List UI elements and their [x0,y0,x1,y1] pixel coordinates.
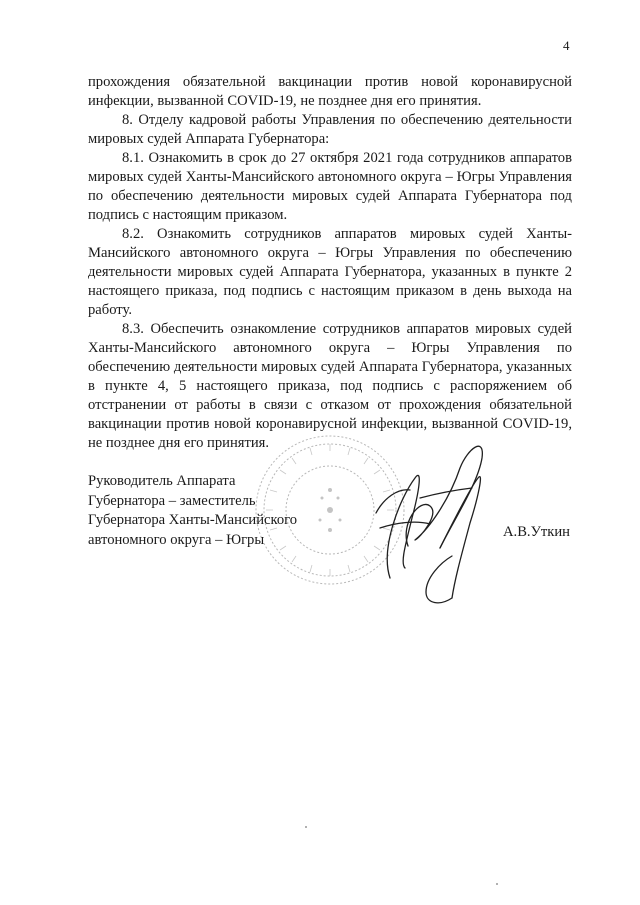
paragraph-item-8: 8. Отделу кадровой работы Управления по обеспечению деятельности мировых судей Аппарата Губернатора: [88,112,572,147]
paragraph-continuation: прохождения обязательной вакцинации против новой коронавирусной инфекции, вызванной COVID-19, не позднее дня его принятия. [88,74,572,109]
signer-position-line: автономного округа – Югры [88,531,265,548]
paragraph-item-8-1: 8.1. Ознакомить в срок до 27 октября 2021 года сотрудников аппаратов мировых судей Ханты-Мансийского автономного округа – Югры Управления по обеспечению деятельности мировых судей Аппарата Губернатора под подпись с настоящим приказом. [88,150,572,223]
scan-speck [305,826,307,828]
page-number: 4 [563,38,570,53]
signer-position-line: Руководитель Аппарата [88,473,236,489]
signer-position [88,472,297,550]
scan-speck [496,883,498,885]
handwritten-signature-icon [360,428,500,608]
paragraph-item-8-2: 8.2. Ознакомить сотрудников аппаратов мировых судей Ханты-Мансийского автономного округа – Югры Управления по обеспечению деятельности мировых судей Аппарата Губернатора, указанных в пункте 2 настоящего приказа, под подпись с настоящим приказом в день выхода на работу. [88,226,572,318]
document-body [88,73,572,453]
paragraph-item-8-3: 8.3. Обеспечить ознакомление сотрудников аппаратов мировых судей Ханты-Мансийского автономного округа – Югры Управления по обеспечению деятельности мировых судей Аппарата Губернатора, указанных в пункте 4, 5 настоящего приказа, под подпись с распоряжением об отстранении от работы в связи с отказом от прохождения обязательной вакцинации против новой коронавирусной инфекции, вызванной COVID-19, не позднее дня его принятия. [88,321,572,451]
signer-name: А.В.Уткин [503,524,570,540]
signer-position-line: Губернатора – заместитель [88,492,256,509]
signer-position-line: Губернатора Ханты-Мансийского [88,512,298,528]
